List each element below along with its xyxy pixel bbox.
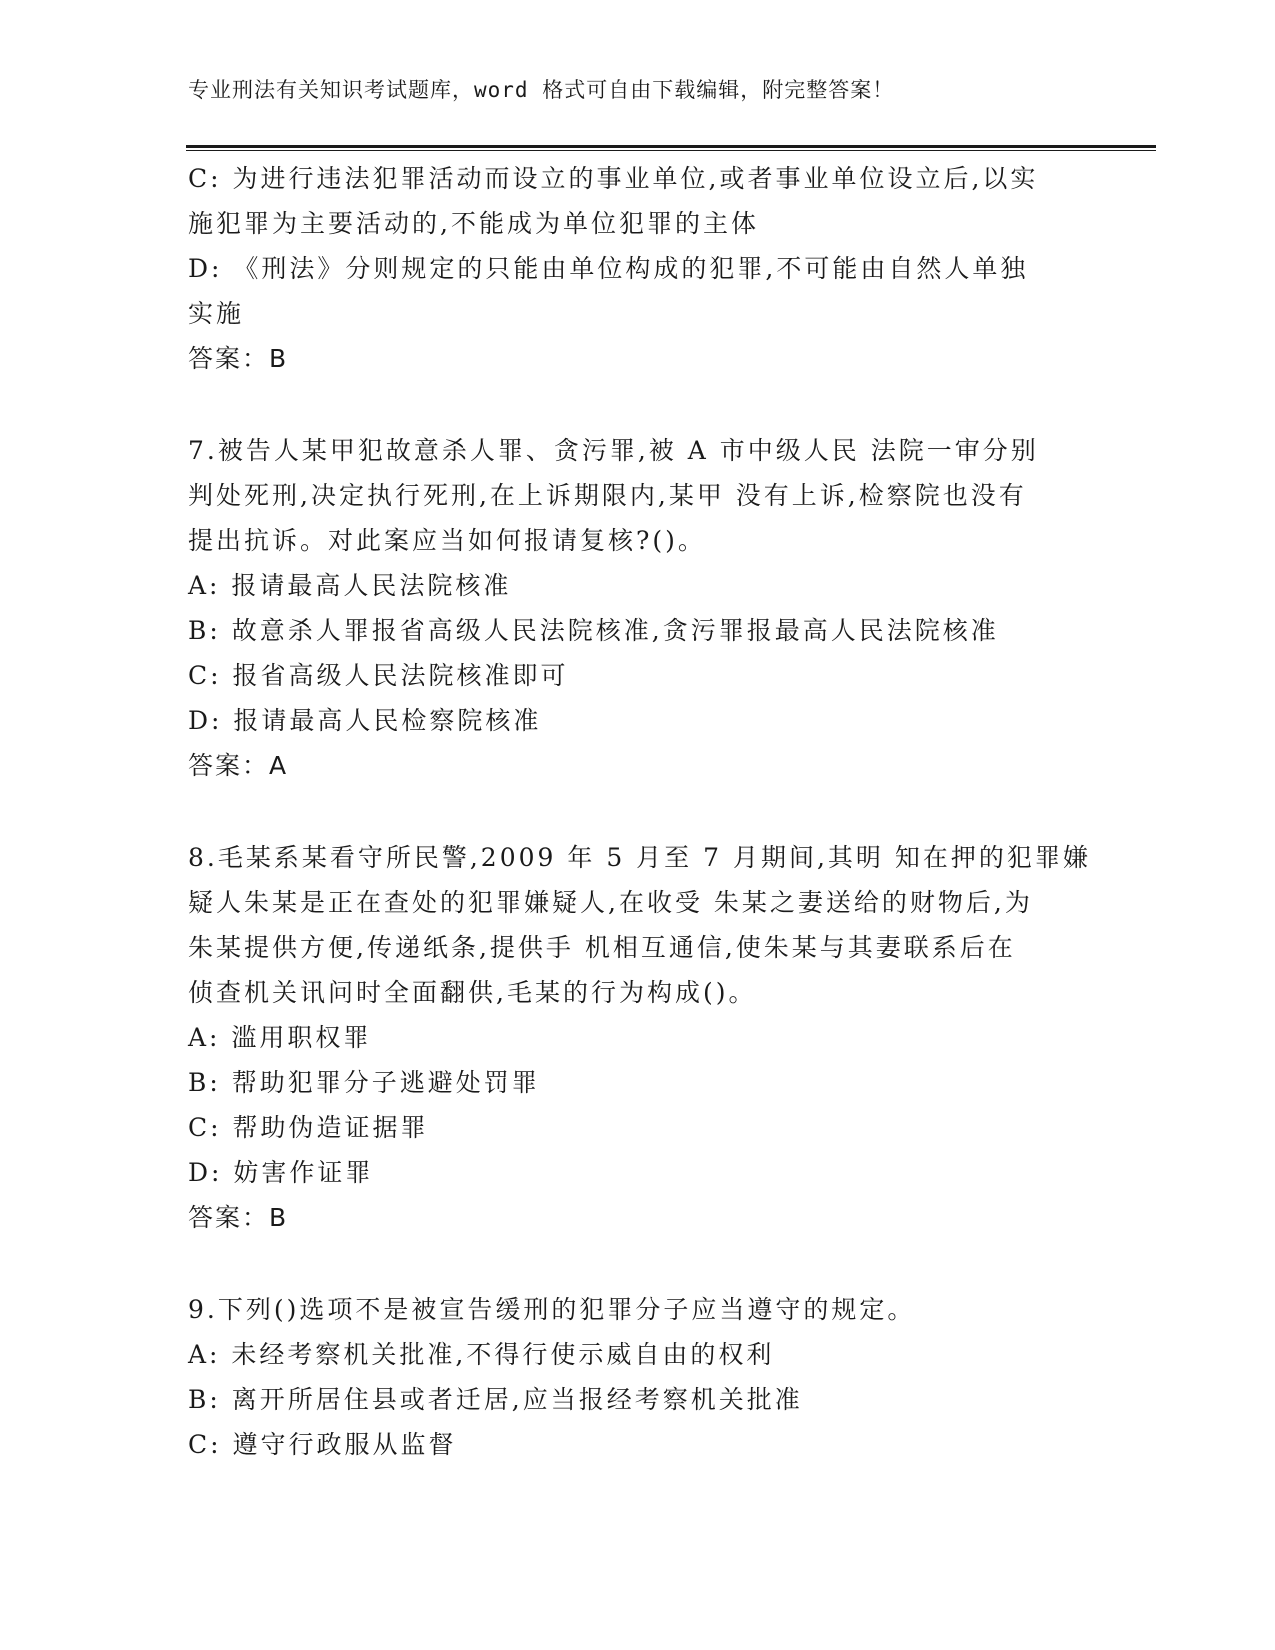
question-7-line-2: 判处死刑,决定执行死刑,在上诉期限内,某甲 没有上诉,检察院也没有 [188,481,1027,510]
question-8-option-d: D: 妨害作证罪 [188,1158,374,1187]
question-7-option-d: D: 报请最高人民检察院核准 [188,706,542,735]
question-7-option-b: B: 故意杀人罪报省高级人民法院核准,贪污罪报最高人民法院核准 [188,616,999,645]
paragraph-gap [188,788,1088,835]
document-body [188,156,1091,1467]
question-8-line-2: 疑人朱某是正在查处的犯罪嫌疑人,在收受 朱某之妻送给的财物后,为 [188,888,1033,917]
option-d-line-1: D: 《刑法》分则规定的只能由单位构成的犯罪,不可能由自然人单独 [188,254,1029,283]
question-7-option-a: A: 报请最高人民法院核准 [188,571,512,600]
option-c-line-2: 施犯罪为主要活动的,不能成为单位犯罪的主体 [188,209,759,238]
question-9-option-a: A: 未经考察机关批准,不得行使示威自由的权利 [188,1340,775,1369]
question-8-option-c: C: 帮助伪造证据罪 [188,1113,429,1142]
page-header: 专业刑法有关知识考试题库，word 格式可自由下载编辑，附完整答案！ [188,78,895,102]
header-rule-thick [186,145,1156,148]
answer-8: 答案：B [188,1203,289,1232]
answer-6: 答案：B [188,344,289,373]
question-7-line-1: 7.被告人某甲犯故意杀人罪、贪污罪,被 A 市中级人民 法院一审分别 [188,436,1039,465]
question-8-line-4: 侦查机关讯问时全面翻供,毛某的行为构成()。 [188,978,757,1007]
question-8-option-a: A: 滥用职权罪 [188,1023,372,1052]
question-9-option-b: B: 离开所居住县或者迁居,应当报经考察机关批准 [188,1385,803,1414]
header-rule-thin [186,150,1156,151]
paragraph-gap [188,381,1088,428]
question-8-line-1: 8.毛某系某看守所民警,2009 年 5 月至 7 月期间,其明 知在押的犯罪嫌 [188,843,1091,872]
question-9-option-c: C: 遵守行政服从监督 [188,1430,457,1459]
question-9-line-1: 9.下列()选项不是被宣告缓刑的犯罪分子应当遵守的规定。 [188,1295,916,1324]
answer-7: 答案：A [188,751,289,780]
option-d-line-2: 实施 [188,299,245,328]
option-c-line-1: C: 为进行违法犯罪活动而设立的事业单位,或者事业单位设立后,以实 [188,164,1039,193]
question-8-line-3: 朱某提供方便,传递纸条,提供手 机相互通信,使朱某与其妻联系后在 [188,933,1016,962]
question-7-option-c: C: 报省高级人民法院核准即可 [188,661,569,690]
question-8-option-b: B: 帮助犯罪分子逃避处罚罪 [188,1068,540,1097]
question-7-line-3: 提出抗诉。对此案应当如何报请复核?()。 [188,526,706,555]
paragraph-gap [188,1240,1088,1287]
